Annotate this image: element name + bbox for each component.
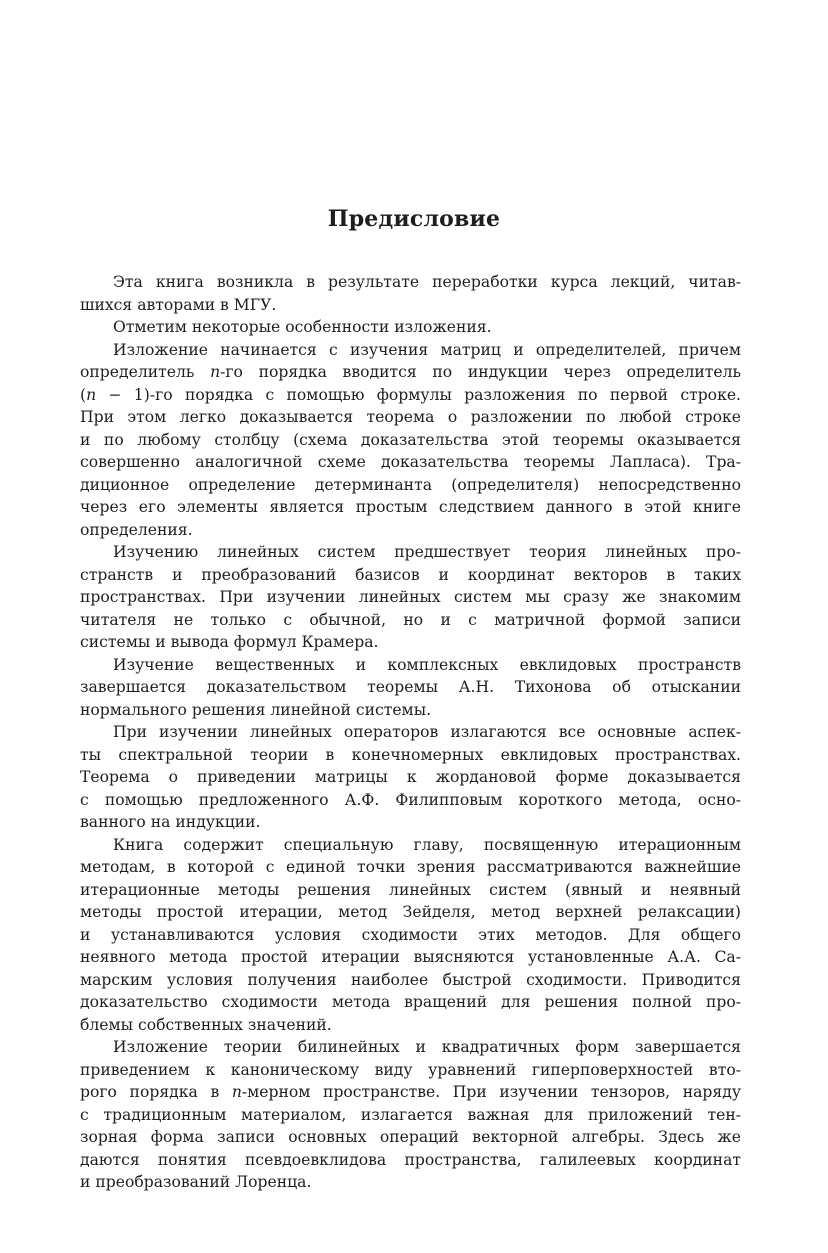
text-line: неявного метода простой итерации выясняются установленные А.А. Са- xyxy=(80,948,741,966)
text-line: итерационные методы решения линейных систем (явный и неявный xyxy=(80,880,741,899)
paragraph xyxy=(80,721,741,834)
text-line: диционное определение детерминанта (определителя) непосредственно xyxy=(80,475,741,494)
text-line: завершается доказательством теоремы А.Н. Тихонова об отыскании xyxy=(80,678,741,696)
text-line: с традиционным материалом, излагается важная для приложений тен- xyxy=(80,1105,741,1124)
text-line: и по любому столбцу (схема доказательства этой теоремы оказывается xyxy=(80,430,741,449)
text-line: даются понятия псевдоевклидова пространства, галилеевых координат xyxy=(80,1150,741,1169)
paragraph xyxy=(80,654,741,722)
text-line: через его элементы является простым следствием данного в этой книге xyxy=(80,498,741,516)
text-line: нормального решения линейной системы. xyxy=(80,700,432,719)
text-line: с помощью предложенного А.Ф. Филипповым короткого метода, осно- xyxy=(80,790,741,809)
text-line: Отметим некоторые особенности изложения. xyxy=(113,318,492,336)
text-line: приведением к каноническому виду уравнений гиперповерхностей вто- xyxy=(80,1060,741,1079)
paragraph xyxy=(80,339,741,542)
page-title: Предисловие xyxy=(327,206,501,232)
text-line: Эта книга возникла в результате переработки курса лекций, читав- xyxy=(113,273,741,291)
text-line: (𝑛 − 1)-го порядка с помощью формулы разложения по первой строке. xyxy=(80,385,741,404)
text-line: Книга содержит специальную главу, посвященную итерационным xyxy=(113,835,741,854)
paragraph xyxy=(80,541,741,654)
text-line: методам, в которой с единой точки зрения рассматриваются важнейшие xyxy=(80,858,741,876)
text-line: зорная форма записи основных операций векторной алгебры. Здесь же xyxy=(80,1128,741,1146)
text-line: Изучению линейных систем предшествует теория линейных про- xyxy=(113,543,741,561)
text-line: доказательство сходимости метода вращений для решения полной про- xyxy=(80,993,741,1011)
text-line: читателя не только с обычной, но и с матричной формой записи xyxy=(80,610,741,629)
text-line: Изложение теории билинейных и квадратичных форм завершается xyxy=(113,1038,741,1056)
text-line: совершенно аналогичной схеме доказательства теоремы Лапласа). Тра- xyxy=(80,453,741,471)
text-line: определитель 𝑛-го порядка вводится по индукции через определитель xyxy=(80,363,741,381)
text-line: При этом легко доказывается теорема о разложении по любой строке xyxy=(80,408,741,426)
text-line: Теорема о приведении матрицы к жордановой форме доказывается xyxy=(80,768,741,786)
text-line: и устанавливаются условия сходимости этих методов. Для общего xyxy=(80,925,741,944)
text-line: системы и вывода формул Крамера. xyxy=(80,633,379,651)
text-line: рого порядка в 𝑛-мерном пространстве. При изучении тензоров, наряду xyxy=(80,1083,741,1101)
text-line: ты спектральной теории в конечномерных евклидовых пространствах. xyxy=(80,745,741,764)
text-line: и преобразований Лоренца. xyxy=(80,1173,312,1191)
text-line: шихся авторами в МГУ. xyxy=(80,295,277,314)
text-line: определения. xyxy=(80,520,193,539)
preface-body xyxy=(80,271,741,1194)
text-line: марским условия получения наиболее быстрой сходимости. Приводится xyxy=(80,970,741,989)
paragraph xyxy=(80,316,741,339)
text-line: пространствах. При изучении линейных систем мы сразу же знакомим xyxy=(80,588,741,606)
text-line: методы простой итерации, метод Зейделя, метод верхней релаксации) xyxy=(80,903,741,921)
paragraph xyxy=(80,271,741,316)
text-line: При изучении линейных операторов излагаются все основные аспек- xyxy=(113,723,741,741)
text-line: Изучение вещественных и комплексных евклидовых пространств xyxy=(113,655,741,674)
paragraph xyxy=(80,834,741,1037)
text-line: Изложение начинается с изучения матриц и определителей, причем xyxy=(113,340,741,359)
paragraph xyxy=(80,1036,741,1194)
text-line: странств и преобразований базисов и координат векторов в таких xyxy=(80,565,741,584)
text-line: ванного на индукции. xyxy=(80,813,261,831)
text-line: блемы собственных значений. xyxy=(80,1015,332,1034)
